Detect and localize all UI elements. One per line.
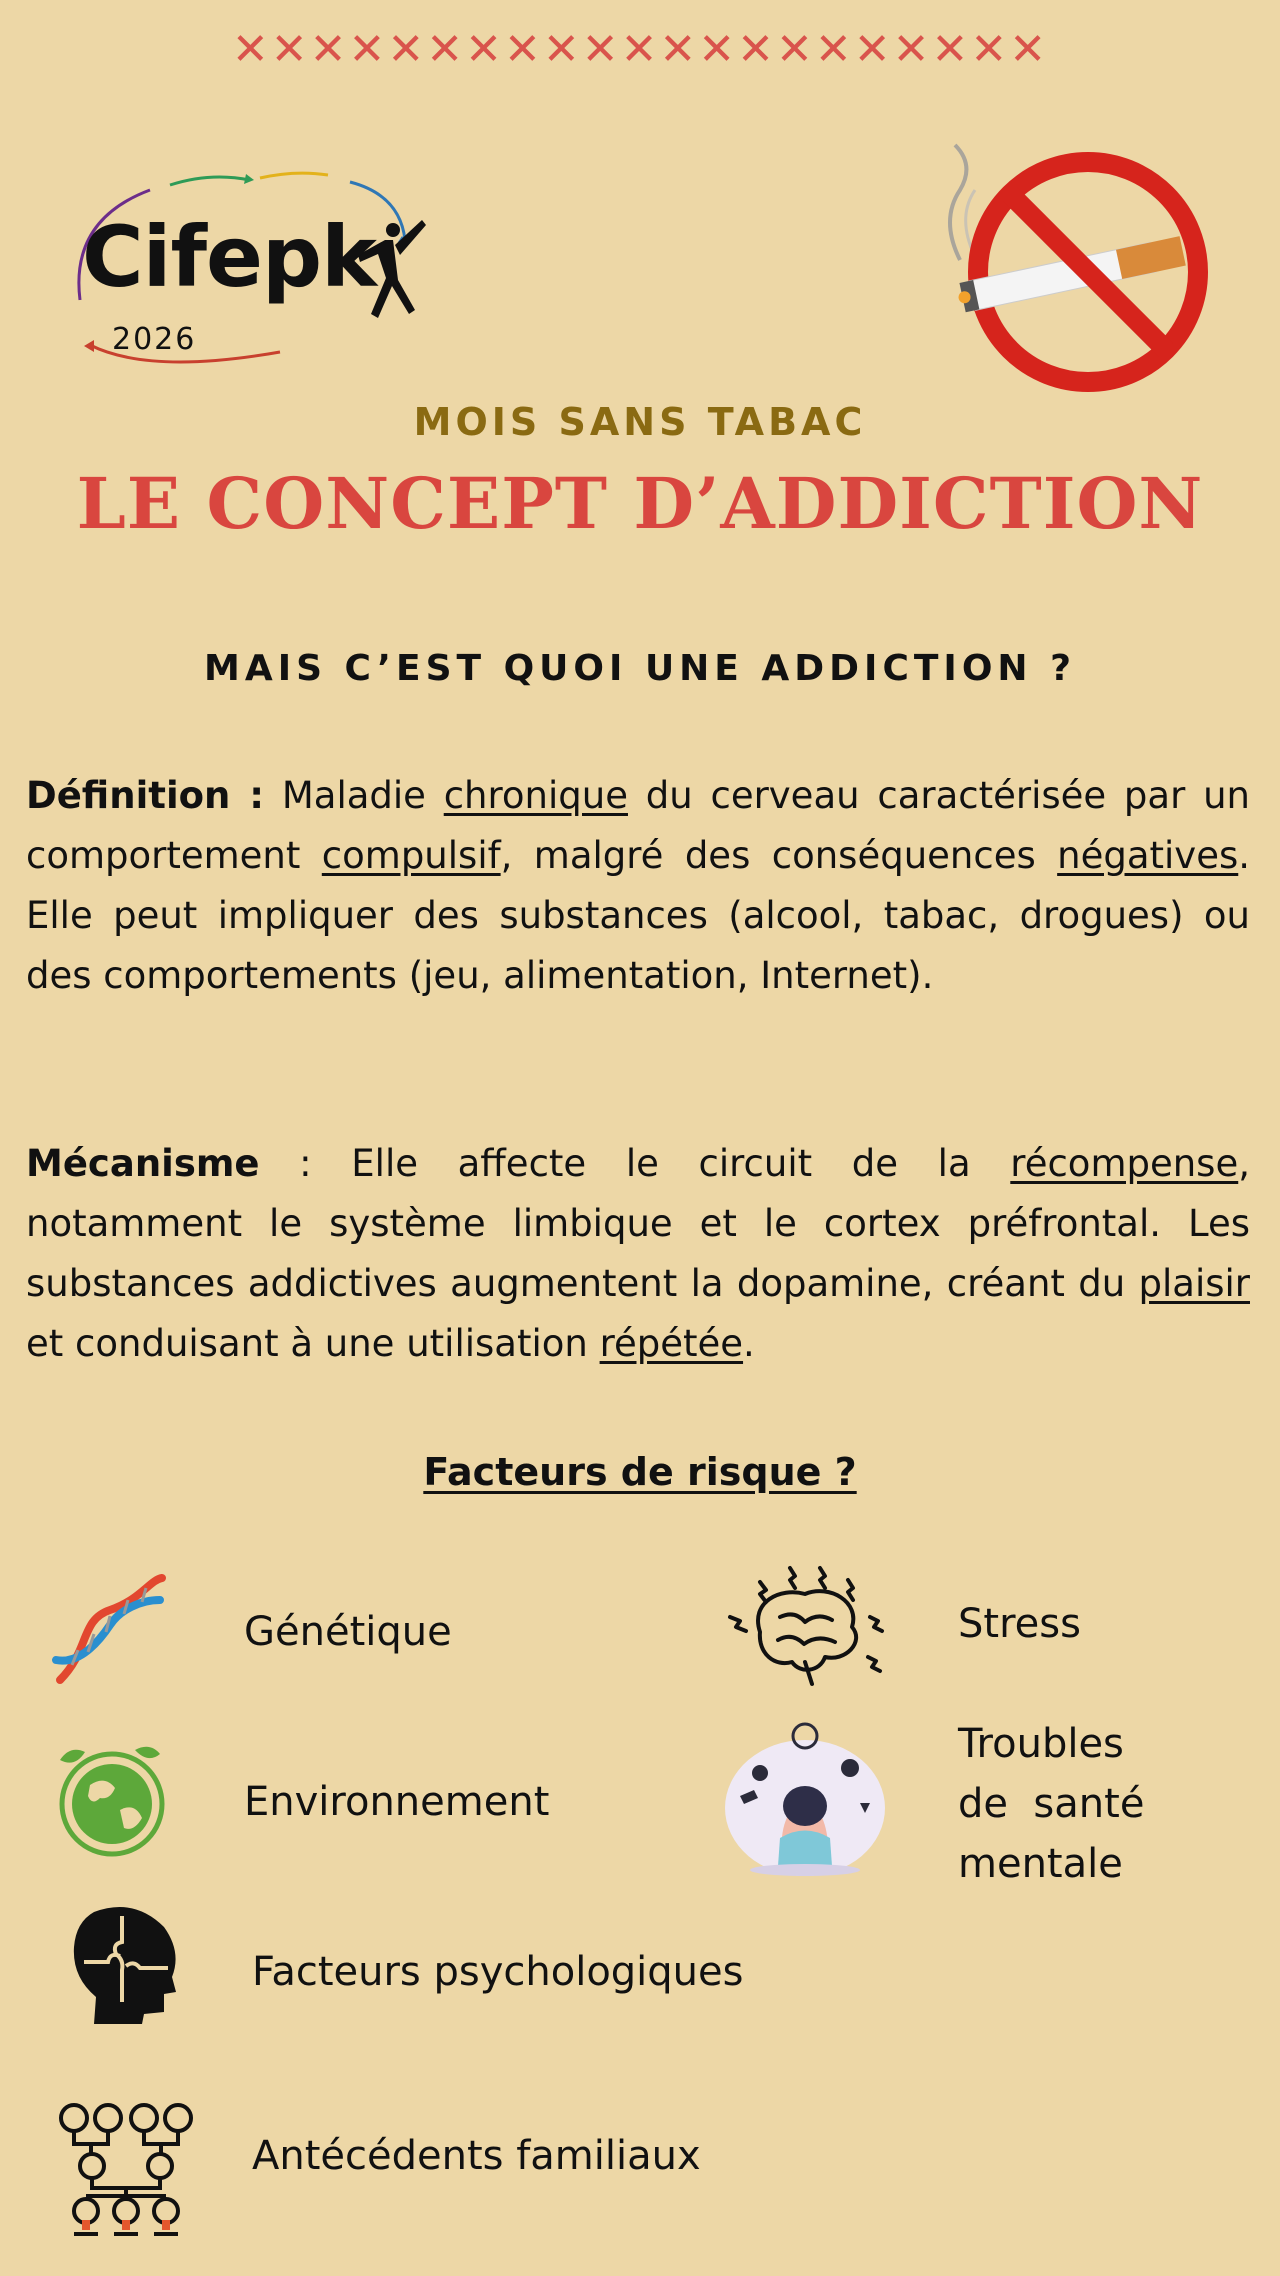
definition-paragraph <box>26 766 1250 1006</box>
keyword-repetee: répétée <box>599 1322 744 1365</box>
risk-antecedents: Antécédents familiaux <box>252 2133 701 2179</box>
risk-environnement: Environnement <box>244 1779 550 1825</box>
keyword-plaisir: plaisir <box>1138 1262 1250 1305</box>
keyword-recompense: récompense <box>1010 1142 1239 1185</box>
family-tree-icon <box>52 2096 200 2236</box>
definition-text: Maladie <box>264 774 444 817</box>
risk-factors-title: Facteurs de risque ? <box>423 1450 857 1494</box>
mechanism-text: . <box>743 1322 755 1365</box>
keyword-compulsif: compulsif <box>321 834 501 877</box>
no-smoking-icon <box>930 140 1220 400</box>
keyword-negatives: négatives <box>1057 834 1239 877</box>
keyword-chronique: chronique <box>443 774 628 817</box>
mechanism-paragraph <box>26 1134 1250 1374</box>
definition-text: . Elle peut impliquer des substances (alcool, tabac, drogues) ou des comportements (jeu, alimentation, Internet). <box>26 834 1251 997</box>
definition-label: Définition : <box>26 774 265 817</box>
stressed-brain-icon <box>720 1562 890 1692</box>
page-subtitle: MOIS SANS TABAC <box>413 400 867 444</box>
definition-text: du cerveau caractérisée par un comportement <box>26 774 1250 877</box>
mechanism-text: : Elle affecte le circuit de la <box>259 1142 1011 1185</box>
logo-wordmark: Cifepk <box>82 208 376 306</box>
risk-genetique: Génétique <box>244 1609 452 1655</box>
cifepk-logo <box>60 160 440 390</box>
risk-sante-mentale-line3: mentale <box>958 1841 1123 1887</box>
cross-decoration: ✕✕✕✕✕✕✕✕✕✕✕✕✕✕✕✕✕✕✕✕✕ <box>231 24 1049 75</box>
mechanism-label: Mécanisme <box>26 1142 260 1185</box>
depressed-person-icon <box>720 1718 890 1883</box>
risk-sante-mentale-line1: Troubles <box>958 1721 1124 1767</box>
dna-icon <box>50 1570 170 1690</box>
mechanism-text: et conduisant à une utilisation <box>26 1322 600 1365</box>
globe-icon <box>50 1740 170 1860</box>
logo-year: 2026 <box>112 322 197 357</box>
risk-psychologiques: Facteurs psychologiques <box>252 1949 744 1995</box>
definition-text: , malgré des conséquences <box>500 834 1058 877</box>
mechanism-text: , notamment le système limbique et le cortex préfrontal. Les substances addictives augmentent la dopamine, créant du <box>26 1142 1250 1305</box>
risk-stress: Stress <box>958 1601 1081 1647</box>
page-title: LE CONCEPT D’ADDICTION <box>76 462 1204 545</box>
section-question: MAIS C’EST QUOI UNE ADDICTION ? <box>204 648 1076 689</box>
puzzle-head-icon <box>64 1902 184 2026</box>
risk-sante-mentale-line2: de santé <box>958 1781 1145 1827</box>
